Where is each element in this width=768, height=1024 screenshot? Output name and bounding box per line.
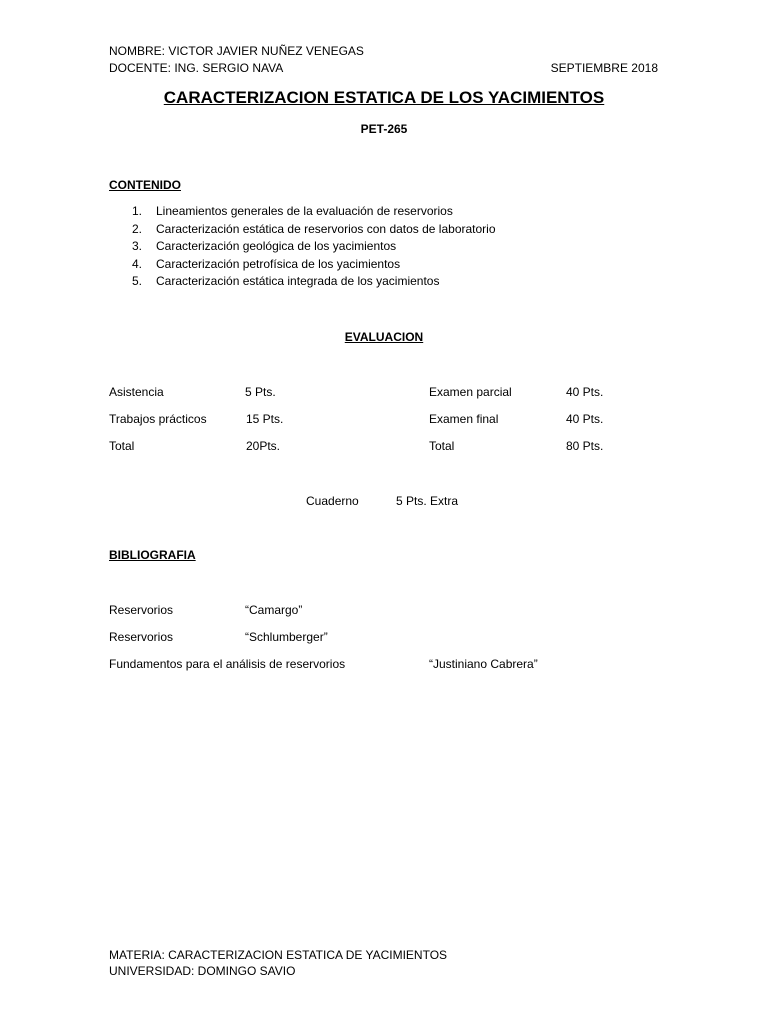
item-number: 1. — [132, 204, 143, 218]
item-number: 3. — [132, 239, 143, 253]
biblio-author: “Justiniano Cabrera” — [429, 657, 538, 671]
eval-value-total-right: 80 Pts. — [566, 439, 604, 453]
bibliografia-heading: BIBLIOGRAFIA — [109, 548, 196, 562]
item-text: Lineamientos generales de la evaluación de reservorios — [156, 204, 453, 218]
item-number: 5. — [132, 274, 143, 288]
item-text: Caracterización petrofísica de los yacimientos — [156, 256, 401, 271]
contenido-heading: CONTENIDO — [109, 178, 181, 192]
student-name: NOMBRE: VICTOR JAVIER NUÑEZ VENEGAS — [109, 44, 364, 58]
eval-value-trabajos: 15 Pts. — [246, 412, 284, 426]
biblio-title: Reservorios — [109, 630, 174, 644]
eval-label-asistencia: Asistencia — [109, 385, 164, 399]
item-text: Caracterización geológica de los yacimientos — [156, 239, 397, 253]
biblio-title: Fundamentos para el análisis de reservorios — [109, 657, 346, 671]
eval-value-examen-final: 40 Pts. — [566, 412, 604, 426]
eval-value-total-left: 20Pts. — [246, 439, 281, 453]
item-text: Caracterización estática integrada de los yacimientos — [156, 274, 440, 288]
biblio-author: “Camargo” — [245, 603, 303, 617]
biblio-title: Reservorios — [109, 603, 174, 617]
eval-label-trabajos: Trabajos prácticos — [109, 412, 207, 426]
footer-universidad: UNIVERSIDAD: DOMINGO SAVIO — [109, 964, 296, 978]
item-number: 2. — [132, 221, 143, 236]
document-title: CARACTERIZACION ESTATICA DE LOS YACIMIENTOS — [163, 88, 605, 107]
eval-value-examen-parcial: 40 Pts. — [566, 385, 604, 399]
eval-value-cuaderno: 5 Pts. Extra — [396, 494, 459, 508]
eval-label-total-right: Total — [429, 439, 455, 453]
item-text: Caracterización estática de reservorios con datos de laboratorio — [156, 221, 496, 236]
eval-value-asistencia: 5 Pts. — [245, 385, 276, 399]
eval-label-cuaderno: Cuaderno — [306, 494, 359, 508]
eval-label-total-left: Total — [109, 439, 135, 453]
biblio-author: “Schlumberger” — [245, 630, 328, 644]
course-code: PET-265 — [360, 122, 408, 136]
eval-label-examen-parcial: Examen parcial — [429, 385, 512, 399]
item-number: 4. — [132, 256, 143, 271]
footer-materia: MATERIA: CARACTERIZACION ESTATICA DE YACIMIENTOS — [109, 948, 448, 962]
eval-label-examen-final: Examen final — [429, 412, 499, 426]
teacher-name: DOCENTE: ING. SERGIO NAVA — [109, 61, 284, 75]
document-date: SEPTIEMBRE 2018 — [550, 61, 658, 75]
evaluacion-heading: EVALUACION — [344, 330, 424, 344]
